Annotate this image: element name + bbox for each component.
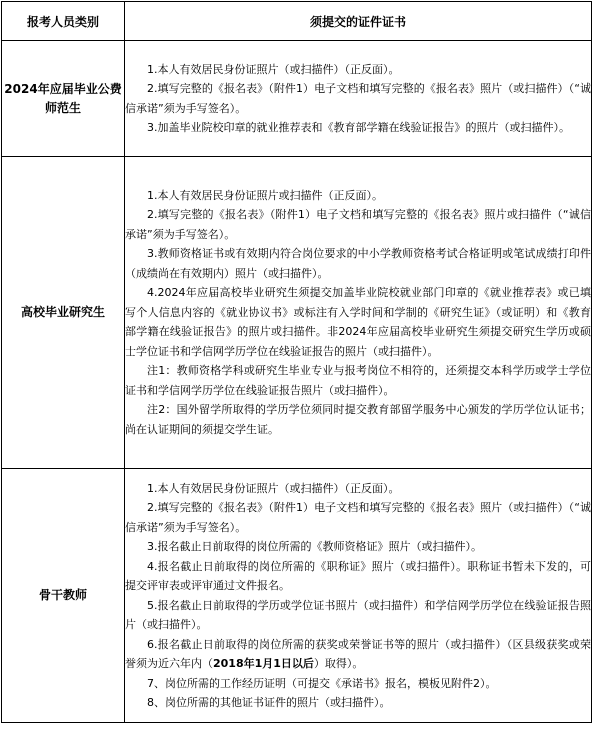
column-header-documents: 须提交的证件证书 — [125, 2, 592, 41]
category-cell: 2024年应届毕业公费师范生 — [2, 41, 125, 157]
table-row — [2, 157, 592, 469]
document-item: 5.报名截止日前取得的学历或学位证书照片（或扫描件）和学信网学历学位在线验证报告照片（或扫描件）。 — [125, 598, 591, 631]
document-item: 7、岗位所需的工作经历证明（可提交《承诺书》报名，模板见附件2）。 — [147, 676, 497, 690]
document-item — [125, 635, 591, 674]
document-item: 4.2024年应届高校毕业研究生须提交加盖毕业院校就业部门印章的《就业推荐表》或已填写个人信息内容的《就业协议书》或标注有入学时间和学制的《研究生证》（或证明）和《教育部学籍在线验证报告》的照片或扫描件。非2024年应届高校毕业研究生须提交研究生学历或硕士学位证书和学信网学历学位在线验证报告的照片（或扫描件）。 — [125, 286, 591, 358]
column-header-category: 报考人员类别 — [2, 2, 125, 41]
documents-cell — [125, 469, 592, 723]
table-row — [2, 469, 592, 723]
requirements-table — [1, 1, 592, 723]
document-item-text: 6.报名截止日前取得的岗位所需的获奖或荣誉证书等的照片（或扫描件）（区县级获奖或荣誉须为近六年内（ — [125, 637, 591, 670]
category-cell: 高校毕业研究生 — [2, 157, 125, 469]
document-item: 3.加盖毕业院校印章的就业推荐表和《教育部学籍在线验证报告》的照片（或扫描件）。 — [147, 121, 570, 134]
documents-cell — [125, 41, 592, 157]
document-item: 2.填写完整的《报名表》（附件1）电子文档和填写完整的《报名表》照片或扫描件（“诚信承诺”须为手写签名）。 — [125, 208, 591, 241]
document-item: 2.填写完整的《报名表》（附件1）电子文档和填写完整的《报名表》照片（或扫描件）（“诚信承诺”须为手写签名）。 — [125, 82, 591, 115]
table-row — [2, 41, 592, 157]
document-item: 3.教师资格证书或有效期内符合岗位要求的中小学教师资格考试合格证明或笔试成绩打印件（成绩尚在有效期内）照片（或扫描件）。 — [125, 247, 591, 280]
document-item-text: ）取得）。 — [313, 657, 364, 670]
note-item: 注1：教师资格学科或研究生毕业专业与报考岗位不相符的，还须提交本科学历或学士学位证书和学信网学历学位在线验证报告照片（或扫描件）。 — [125, 364, 591, 397]
document-item: 8、岗位所需的其他证书证件的照片（或扫描件）。 — [147, 696, 391, 709]
document-item: 1.本人有效居民身份证照片（或扫描件）（正反面）。 — [147, 481, 400, 495]
document-item: 2.填写完整的《报名表》（附件1）电子文档和填写完整的《报名表》照片（或扫描件）（“诚信承诺”须为手写签名）。 — [125, 501, 591, 534]
documents-cell — [125, 157, 592, 469]
category-cell: 骨干教师 — [2, 469, 125, 723]
document-item: 1.本人有效居民身份证照片或扫描件（正反面）。 — [147, 188, 383, 202]
document-item: 1.本人有效居民身份证照片（或扫描件）（正反面）。 — [147, 62, 400, 76]
table-header-row — [2, 2, 592, 41]
document-item: 4.报名截止日前取得的岗位所需的《职称证》照片（或扫描件）。职称证书暂未下发的，可提交评审表或评审通过文件报名。 — [125, 559, 591, 592]
document-item: 3.报名截止日前取得的岗位所需的《教师资格证》照片（或扫描件）。 — [147, 540, 482, 553]
date-highlight: 2018年1月1日以后 — [213, 657, 314, 670]
note-item: 注2：国外留学所取得的学历学位须同时提交教育部留学服务中心颁发的学历学位认证书；尚在认证期间的须提交学生证。 — [125, 403, 591, 436]
